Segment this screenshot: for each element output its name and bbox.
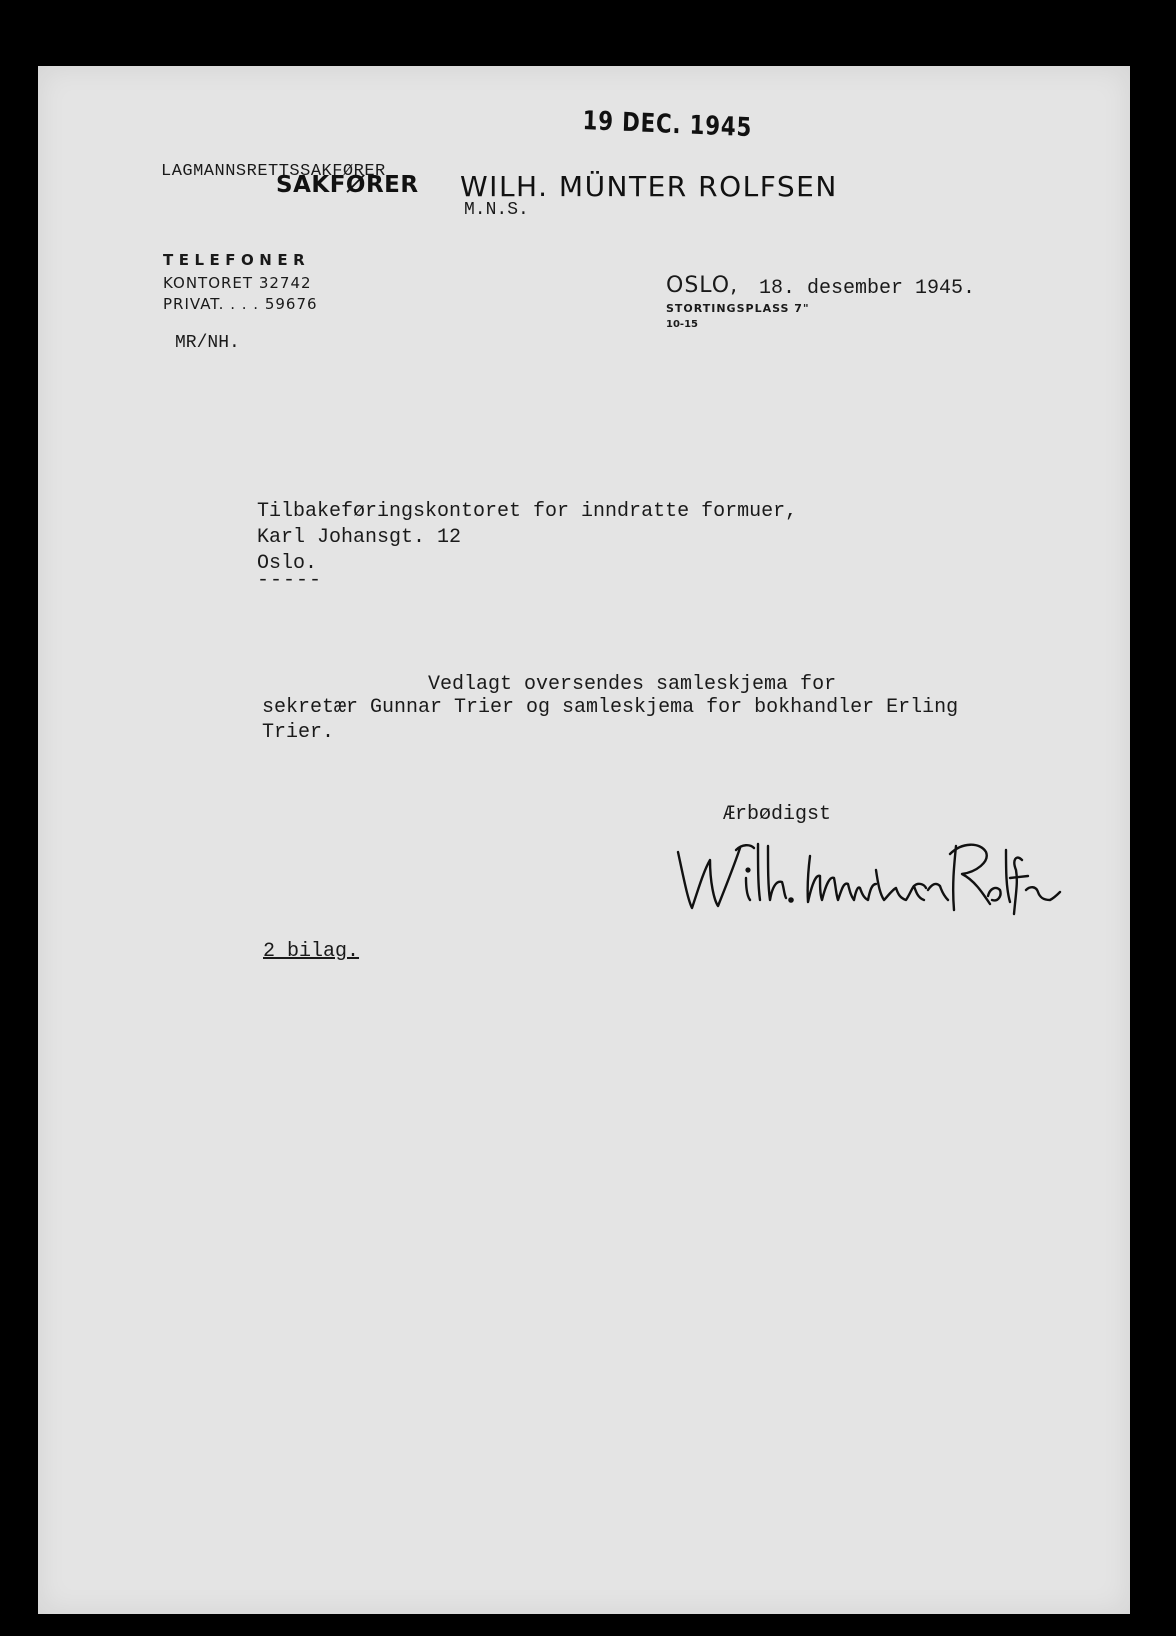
body-line-1: Vedlagt oversendes samleskjema for <box>428 673 837 696</box>
phone-office: KONTORET 32742 <box>163 274 312 292</box>
office-hours: 10-15 <box>666 319 698 330</box>
office-address: STORTINGSPLASS 7" <box>666 302 810 315</box>
recipient-line-3: Oslo. <box>257 552 318 575</box>
attachments-note: 2 bilag. <box>263 940 360 963</box>
letterhead-name: WILH. MÜNTER ROLFSEN <box>460 170 838 203</box>
recipient-underline: ----- <box>257 569 323 592</box>
received-date-stamp: 19 DEC. 1945 <box>582 106 753 144</box>
lawyer-title-printed: SAKFØRER <box>276 172 419 198</box>
body-line-3: Trier. <box>262 721 335 744</box>
body-line-2: sekretær Gunnar Trier og samleskjema for bokhandler Erling <box>262 696 959 719</box>
phone-private: PRIVAT. . . . 59676 <box>163 295 318 313</box>
letterhead-affiliation: M.N.S. <box>464 200 529 220</box>
recipient-line-1: Tilbakeføringskontoret for inndratte formuer, <box>257 500 798 523</box>
letter-date: 18. desember 1945. <box>759 277 976 300</box>
letter-city: OSLO, <box>666 273 739 298</box>
handwritten-signature <box>670 830 1065 935</box>
reference-initials: MR/NH. <box>175 333 240 353</box>
phone-heading: TELEFONER <box>163 251 311 269</box>
closing-salutation: Ærbødigst <box>723 803 832 826</box>
recipient-line-2: Karl Johansgt. 12 <box>257 526 462 549</box>
lawyer-title-typed: LAGMANNSRETTSSAKFØRER <box>161 162 386 181</box>
